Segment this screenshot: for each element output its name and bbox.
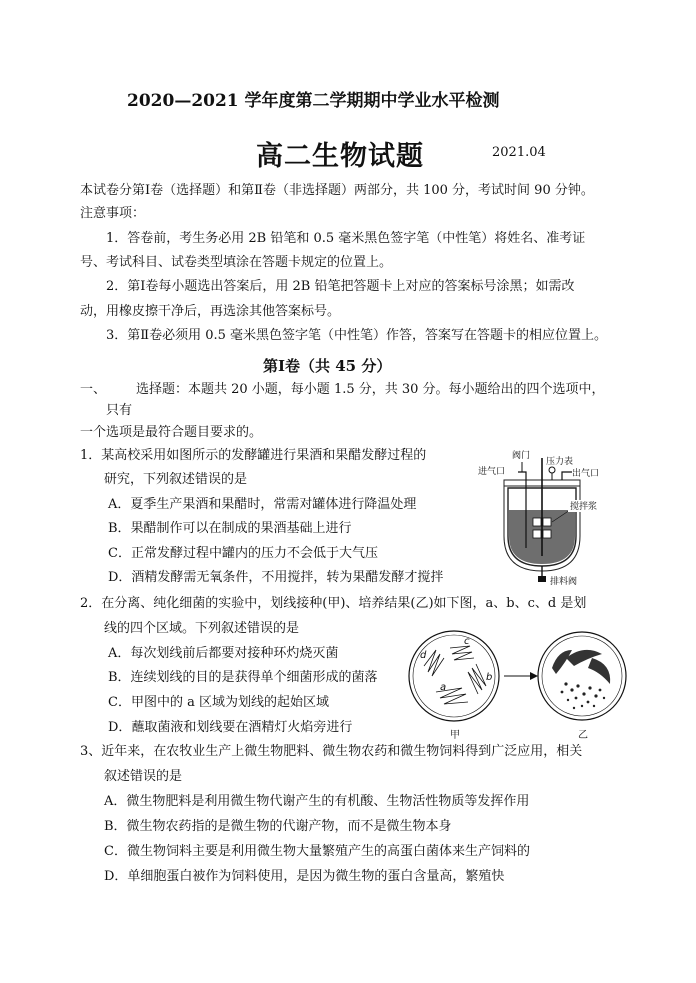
note-2: 2．第Ⅰ卷每小题选出答案后，用 2B 铅笔把答题卡上对应的答案标号涂黑；如需改: [106, 279, 575, 294]
air-outlet-label: 出气口: [572, 469, 600, 479]
instruction-line-cont: 只有: [106, 403, 133, 418]
question-3-option-d: D．单细胞蛋白被作为饲料使用，是因为微生物的蛋白含量高，繁殖快: [104, 869, 505, 884]
zone-c-label: c: [464, 636, 470, 647]
valve-label: 阀门: [512, 451, 531, 461]
exam-title: 高二生物试题: [256, 141, 424, 172]
question-3-stem-cont: 叙述错误的是: [104, 769, 183, 784]
question-1-option-d: D．酒精发酵需无氧条件，不用搅拌，转为果醋发酵才搅拌: [108, 570, 444, 585]
plate-yi-label: 乙: [578, 730, 588, 741]
question-2-option-b: B．连续划线的目的是获得单个细菌形成的菌落: [108, 670, 378, 685]
question-1-option-b: B．果醋制作可以在制成的果酒基础上进行: [108, 521, 352, 536]
zone-d-label: d: [420, 650, 427, 661]
question-3-option-b: B．微生物农药指的是微生物的代谢产物，而不是微生物本身: [104, 819, 452, 834]
question-3-stem: 3、近年来，在农牧业生产上微生物肥料、微生物农药和微生物饲料得到广泛应用，相关: [80, 744, 583, 759]
note-2-cont: 动，用橡皮擦干净后，再选涂其他答案标号。: [80, 304, 341, 319]
instruction-line: 选择题：本题共 20 小题，每小题 1.5 分，共 30 分。每小题给出的四个选项中，: [136, 382, 605, 397]
zone-a-label: a: [440, 682, 447, 693]
discharge-valve-label: 排料阀: [550, 577, 578, 587]
question-2-stem: 2．在分离、纯化细菌的实验中，划线接种(甲)、培养结果(乙)如下图，a、b、c、d 是划: [80, 596, 587, 611]
zone-b-label: b: [486, 672, 493, 683]
exam-date: 2021.04: [492, 145, 546, 160]
question-1-option-a: A．夏季生产果酒和果醋时，常需对罐体进行降温处理: [108, 497, 417, 512]
note-3: 3．第Ⅱ卷必须用 0.5 毫米黑色签字笔（中性笔）作答，答案写在答题卡的相应位置上。: [106, 328, 608, 343]
question-3-option-a: A．微生物肥料是利用微生物代谢产生的有机酸、生物活性物质等发挥作用: [104, 794, 530, 809]
fermenter-diagram: [476, 448, 616, 596]
question-2-option-a: A．每次划线前后都要对接种环灼烧灭菌: [108, 646, 339, 661]
intro-line: 本试卷分第Ⅰ卷（选择题）和第Ⅱ卷（非选择题）两部分，共 100 分，考试时间 90 分钟。: [80, 183, 594, 198]
plate-jia-label: 甲: [450, 730, 460, 741]
question-2-stem-cont: 线的四个区域。下列叙述错误的是: [104, 621, 300, 636]
note-1-cont: 号、考试科目、试卷类型填涂在答题卡规定的位置上。: [80, 255, 393, 270]
gauge-label: 压力表: [546, 457, 574, 467]
streak-plate-diagram: [406, 628, 628, 742]
question-3-option-c: C．微生物饲料主要是利用微生物大量繁殖产生的高蛋白菌体来生产饲料的: [104, 844, 530, 859]
question-1-option-c: C．正常发酵过程中罐内的压力不会低于大气压: [108, 546, 378, 561]
notes-heading: 注意事项：: [80, 206, 146, 221]
instruction-line-end: 一个选项是最符合题目要求的。: [80, 425, 263, 440]
exam-series-title: 2020—2021 学年度第二学期期中学业水平检测: [127, 91, 500, 111]
section-title: 第Ⅰ卷（共 45 分）: [263, 357, 392, 375]
question-1-stem-cont: 研究，下列叙述错误的是: [104, 472, 248, 487]
air-inlet-label: 进气口: [478, 467, 506, 477]
question-2-option-d: D．蘸取菌液和划线要在酒精灯火焰旁进行: [108, 720, 353, 735]
instruction-number: 一、: [80, 382, 107, 397]
question-2-option-c: C．甲图中的 a 区域为划线的起始区域: [108, 695, 329, 710]
stirrer-label: 搅拌浆: [570, 502, 598, 512]
note-1: 1．答卷前，考生务必用 2B 铅笔和 0.5 毫米黑色签字笔（中性笔）将姓名、准考证: [106, 231, 586, 246]
question-1-stem: 1．某高校采用如图所示的发酵罐进行果酒和果醋发酵过程的: [80, 448, 427, 463]
